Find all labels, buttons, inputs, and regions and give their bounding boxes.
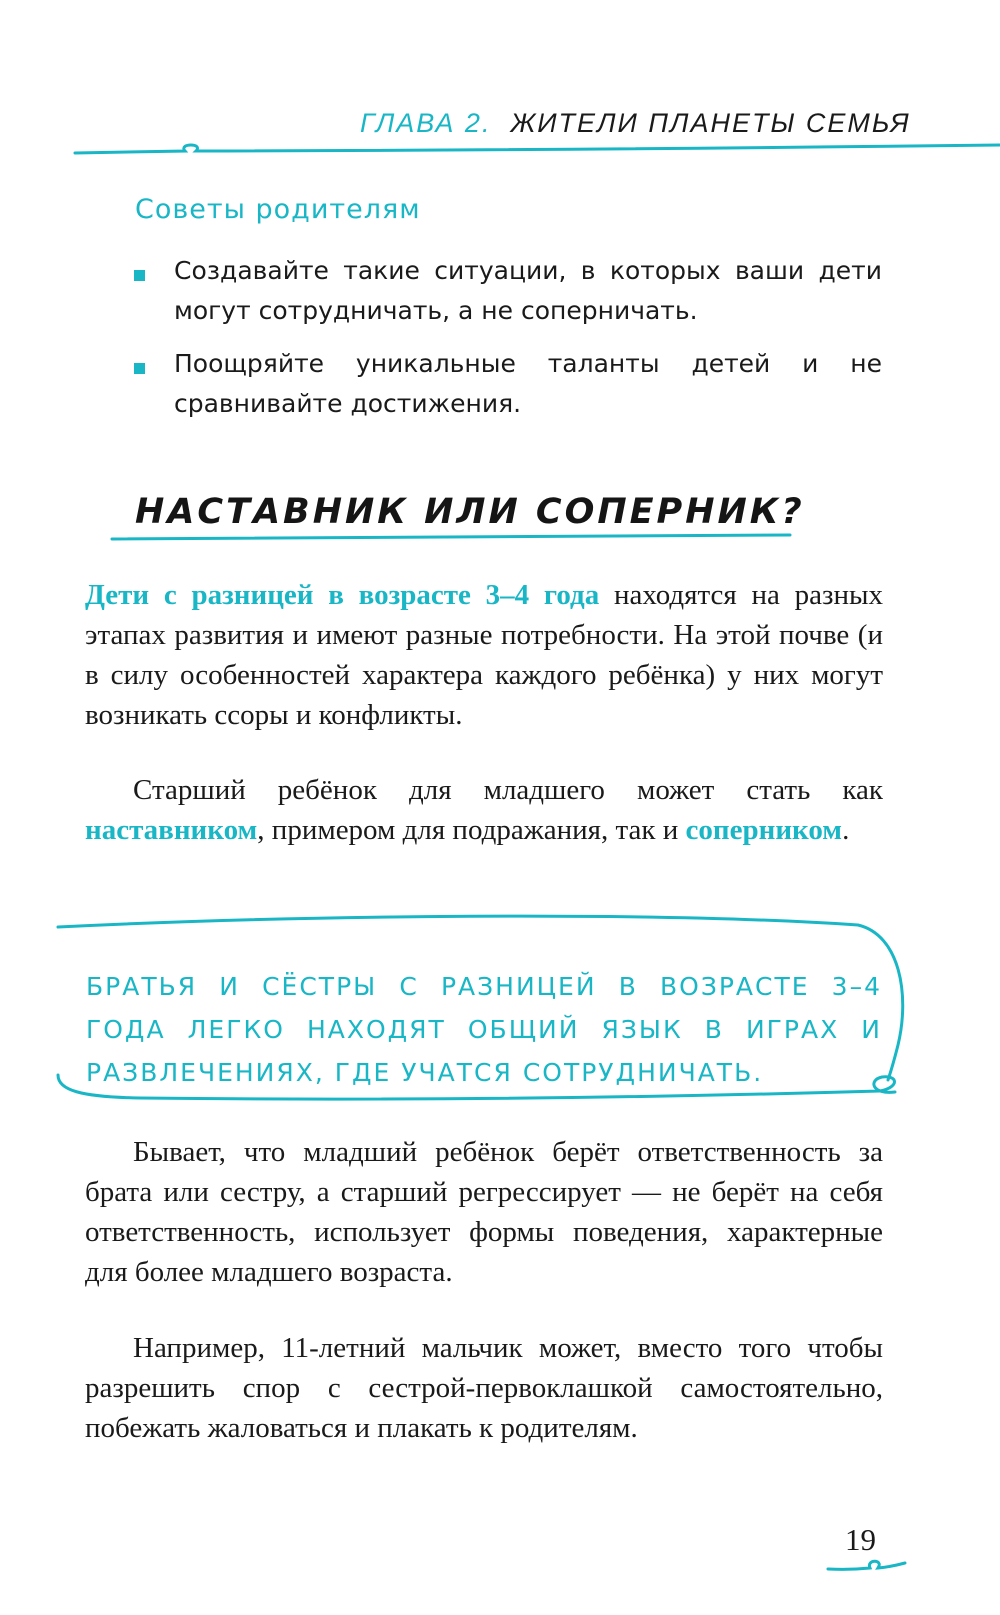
paragraph-4: Например, 11-летний мальчик может, вместо того чтобы разрешить спор с сестрой-первоклашкой самостоятельно, побежать жаловаться и плакать к родителям.: [85, 1332, 883, 1444]
header-rule: [0, 135, 1000, 165]
tip-bullet: [134, 270, 145, 281]
tip-bullet: [134, 363, 145, 374]
chapter-label: ГЛАВА 2.: [360, 108, 492, 138]
tips-title: Советы родителям: [135, 194, 421, 225]
tip-item: Создавайте такие ситуации, в которых ваши дети могут сотрудничать, а не соперничать.: [174, 256, 882, 325]
paragraph-2: [85, 770, 883, 850]
tip-item: Поощряйте уникальные таланты детей и не сравнивайте достижения.: [174, 349, 882, 418]
section-title: НАСТАВНИК ИЛИ СОПЕРНИК?: [135, 492, 805, 532]
chapter-title: ЖИТЕЛИ ПЛАНЕТЫ СЕМЬЯ: [510, 108, 911, 138]
paragraph-3: Бывает, что младший ребёнок берёт ответственность за брата или сестру, а старший регрессирует — не берёт на себя ответственность, использует формы поведения, характерные для более младшего возраста.: [85, 1136, 883, 1288]
page-number-swash: [0, 1555, 1000, 1585]
section-title-underline: [0, 528, 1000, 548]
paragraph-1-highlight: Дети с разницей в возрасте 3–4 года: [85, 579, 600, 611]
paragraph-2-text: .: [842, 814, 850, 846]
paragraph-1-text: находятся на разных этапах развития и имеют разные потребности. На этой почве (и в силу особенностей характера каждого ребёнка) у них могут возникать ссоры и конфликты.: [85, 579, 883, 731]
mentor-term: наставником: [85, 814, 258, 846]
callout-text: БРАТЬЯ И СЁСТРЫ С РАЗНИЦЕЙ В ВОЗРАСТЕ 3–4 ГОДА ЛЕГКО НАХОДЯТ ОБЩИЙ ЯЗЫК В ИГРАХ И РАЗВЛЕЧЕНИЯХ, ГДЕ УЧАТСЯ СОТРУДНИЧАТЬ.: [86, 972, 882, 1087]
paragraph-2-text: , примером для подражания, так и: [257, 814, 686, 846]
page-number: 19: [845, 1522, 876, 1557]
paragraph-1: [85, 575, 883, 735]
paragraph-2-text: Старший ребёнок для младшего может стать как: [133, 774, 883, 806]
rival-term: соперником: [685, 814, 843, 846]
